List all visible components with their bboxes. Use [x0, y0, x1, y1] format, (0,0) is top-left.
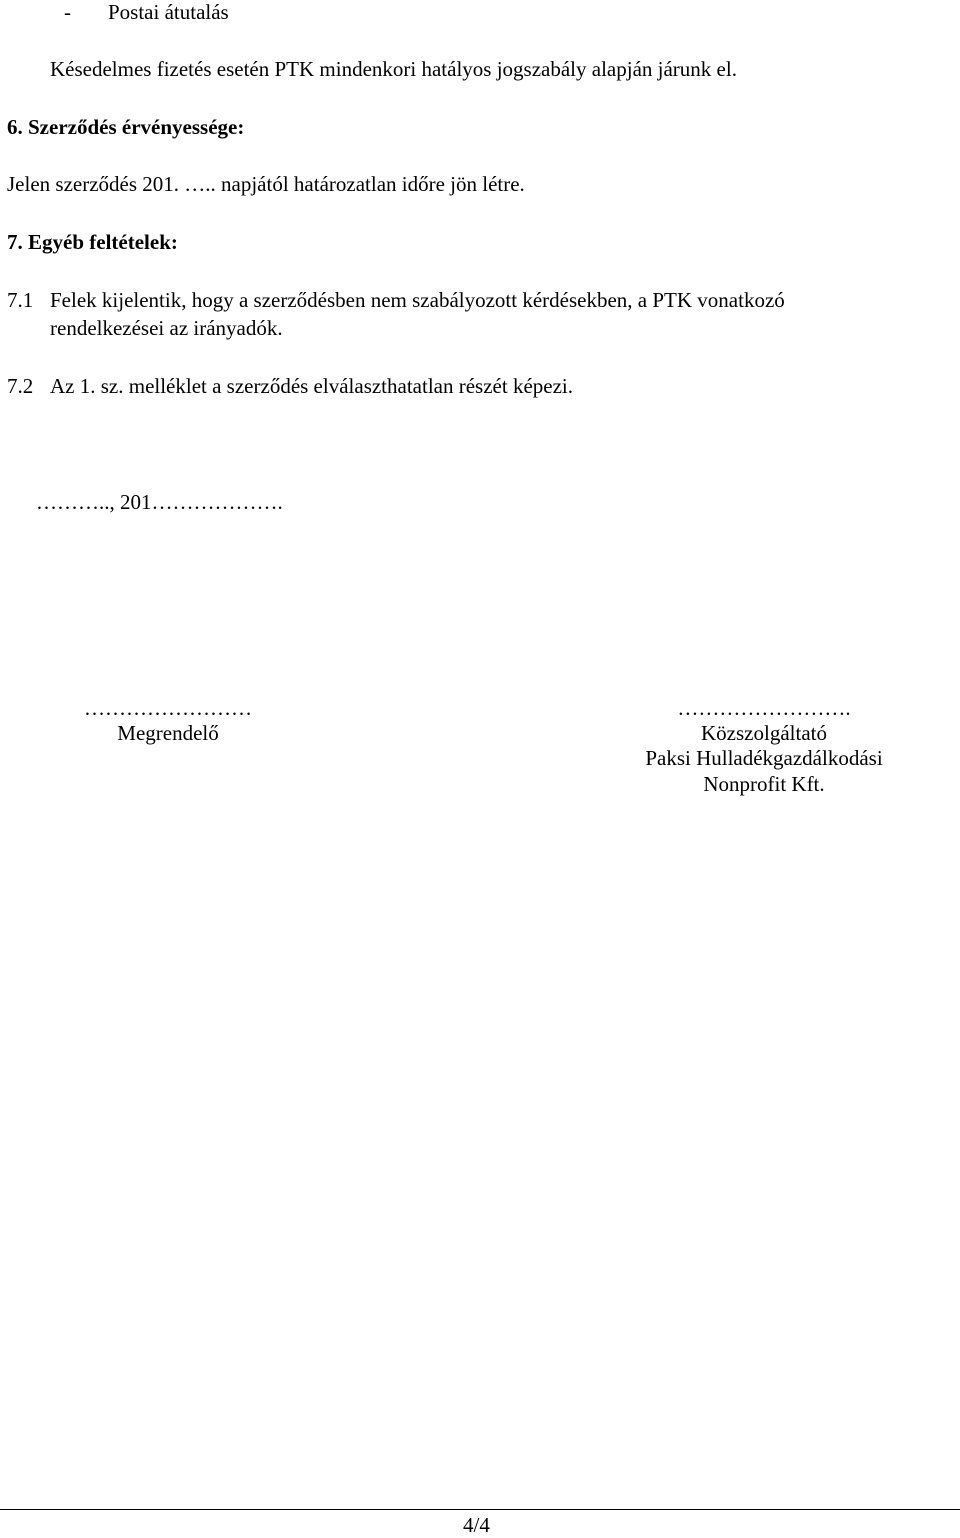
- company-name-line-2: Nonprofit Kft.: [703, 771, 825, 796]
- bullet-dash: -: [64, 0, 71, 24]
- page-number: 4/4: [463, 1513, 490, 1537]
- clause-7-1-number: 7.1: [7, 288, 34, 312]
- late-payment-clause: Késedelmes fizetés esetén PTK mindenkori hatályos jogszabály alapján járunk el.: [50, 57, 737, 81]
- section-6-heading: 6. Szerződés érvényessége:: [7, 115, 245, 139]
- section-7-heading: 7. Egyéb feltételek:: [7, 230, 178, 254]
- clause-7-1-line-2: rendelkezései az irányadók.: [50, 316, 283, 340]
- signatory-role: Közszolgáltató: [701, 721, 827, 746]
- payment-method-postal: Postai átutalás: [108, 0, 229, 24]
- company-name-line-1: Paksi Hulladékgazdálkodási: [645, 746, 883, 771]
- footer-divider: [0, 1509, 960, 1510]
- clause-7-1-line-1: Felek kijelentik, hogy a szerződésben nem szabályozott kérdésekben, a PTK vonatkozó: [50, 288, 785, 312]
- place-date-line: ……….., 201……………….: [36, 490, 283, 514]
- signature-line: ……………………: [84, 696, 252, 720]
- signatory-role: Megrendelő: [117, 721, 219, 746]
- signature-block-provider: [604, 696, 924, 797]
- clause-7-2-number: 7.2: [7, 374, 34, 398]
- signature-line: …………………….: [677, 696, 851, 720]
- section-6-text: Jelen szerződés 201. ….. napjától határozatlan időre jön létre.: [7, 172, 525, 196]
- signature-block-customer: [40, 696, 296, 746]
- clause-7-2-text: Az 1. sz. melléklet a szerződés elválaszthatatlan részét képezi.: [50, 374, 573, 398]
